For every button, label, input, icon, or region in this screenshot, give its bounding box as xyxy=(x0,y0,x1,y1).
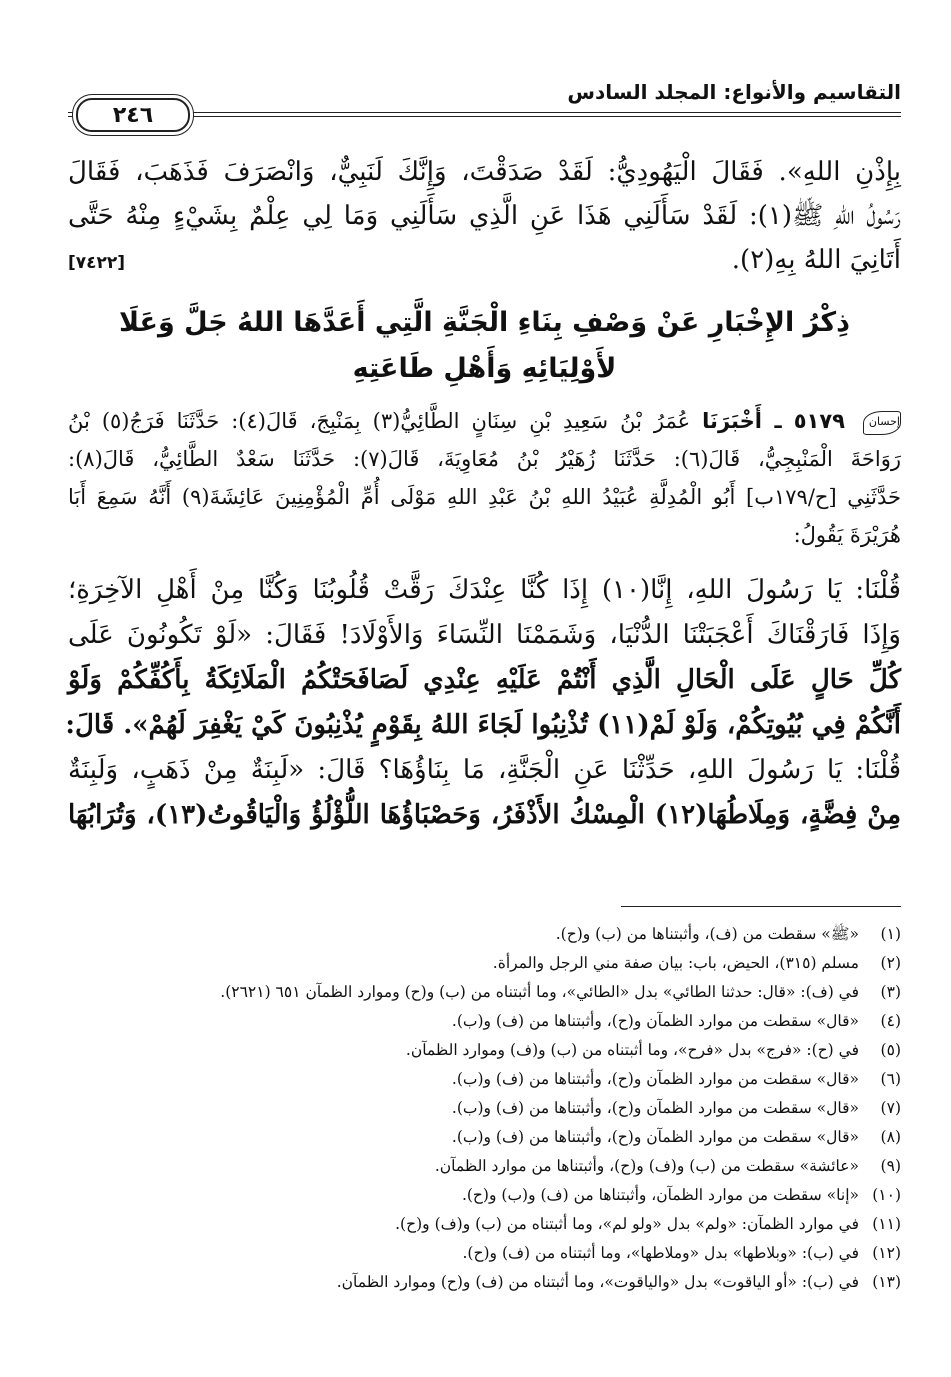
footnote-text: «ﷺ» سقطت من (ف)، وأثبتناها من (ب) و(ح). xyxy=(555,925,859,943)
footnote-text: «قال» سقطت من موارد الظمآن و(ح)، وأثبتناها من (ف) و(ب). xyxy=(451,1128,859,1146)
isnad-first-line xyxy=(68,402,901,440)
akhbarana-label: ـ أَخْبَرَنَا xyxy=(702,409,782,433)
header-rule xyxy=(68,112,901,113)
closing-row xyxy=(68,238,901,282)
previous-hadith-ending xyxy=(68,150,901,282)
text-line: قُلْنَا: يَا رَسُولَ اللهِ، إِنَّا(١٠) إِذَا كُنَّا عِنْدَكَ رَقَّتْ قُلُوبُنَا وَكُنَّا مِنْ أَهْلِ الآخِرَةِ؛ xyxy=(68,575,901,605)
text-line: كُلِّ حَالٍ عَلَى الْحَالِ الَّذِي أَنْتُمْ عَلَيْهِ عِنْدِي لَصَافَحَتْكُمُ الْمَلَائِكَةُ بِأَكُفِّكُمْ وَلَوْ xyxy=(68,665,901,695)
page-header xyxy=(68,70,901,130)
footnotes xyxy=(68,920,901,1297)
text-line: رَسُولُ اللهِ ﷺ(١): لَقَدْ سَأَلَنِي هَذَا عَنِ الَّذِي سَأَلَنِي وَمَا لِي عِلْمٌ بِشَيْءٍ مِنْهُ حَتَّى xyxy=(68,201,901,231)
footnote-number: (٨) xyxy=(880,1128,901,1146)
footnote-text: «إنا» سقطت من موارد الظمآن، وأثبتناها من (ف) و(ب) و(ح). xyxy=(461,1186,859,1204)
footnote-text: في (ف): «قال: حدثنا الطائي» بدل «الطائي»، وما أثبتناه من (ب) و(ح) وموارد الظمآن ٦٥١ (٢٦٢١). xyxy=(220,983,859,1001)
footnote-number: (٧) xyxy=(880,1099,901,1117)
page-body xyxy=(65,150,902,838)
footnote xyxy=(68,978,901,1007)
footnote-number: (١) xyxy=(880,925,901,943)
text-line: حَدَّثَنِي [ح/١٧٩ب] أَبُو الْمُدِلَّةِ عُبَيْدُ اللهِ بْنُ عَبْدِ اللهِ مَوْلَى أُمِّ الْمُؤْمِنِينَ عَائِشَةَ(٩) أَنَّهُ سَمِعَ أَبَا xyxy=(68,485,901,509)
text-line: بِإِذْنِ اللهِ». فَقَالَ الْيَهُودِيُّ: لَقَدْ صَدَقْتَ، وَإِنَّكَ لَنَبِيٌّ، وَانْصَرَفَ فَذَهَبَ، فَقَالَ xyxy=(68,157,901,187)
hadith-isnad xyxy=(68,402,901,554)
footnote-text: في (ح): «فرج» بدل «فرح»، وما أثبتناه من (ب) و(ف) وموارد الظمآن. xyxy=(405,1041,859,1059)
footnote xyxy=(68,1239,901,1268)
footnote-text: «قال» سقطت من موارد الظمآن و(ح)، وأثبتناها من (ف) و(ب). xyxy=(451,1070,859,1088)
footnote xyxy=(68,1007,901,1036)
text-line: قُلْنَا: يَا رَسُولَ اللهِ، حَدِّثْنَا عَنِ الْجَنَّةِ، مَا بِنَاؤُهَا؟ قَالَ: «لَبِنَةٌ مِنْ ذَهَبٍ، وَلَبِنَةٌ xyxy=(68,755,901,785)
footnote-number: (٦) xyxy=(880,1070,901,1088)
footnote xyxy=(68,1036,901,1065)
running-title: التقاسيم والأنواع: المجلد السادس xyxy=(567,80,901,104)
footnote xyxy=(68,1123,901,1152)
text-line: رَوَاحَةَ الْمَنْبِجِيُّ، قَالَ(٦): حَدَّثَنَا زُهَيْرُ بْنُ مُعَاوِيَةَ، قَالَ(٧): حَدَّثَنَا سَعْدٌ الطَّائِيُّ، قَالَ(٨): xyxy=(68,447,901,471)
footnote xyxy=(68,1181,901,1210)
footnote-number: (١٠) xyxy=(872,1186,901,1204)
footnote xyxy=(68,1065,901,1094)
footnote-number: (٩) xyxy=(880,1157,901,1175)
header-rule-thin xyxy=(68,116,901,117)
footnote xyxy=(68,1152,901,1181)
footnote-text: «قال» سقطت من موارد الظمآن و(ح)، وأثبتناها من (ف) و(ب). xyxy=(451,1012,859,1030)
book-page xyxy=(65,70,902,1340)
text-line: هُرَيْرَةَ يَقُولُ: xyxy=(793,523,901,547)
footnote-text: في (ب): «وبلاطها» بدل «وملاطها»، وما أثبتناه من (ف) و(ح). xyxy=(462,1244,859,1262)
footnote-text: مسلم (٣١٥)، الحيض، باب: بيان صفة مني الرجل والمرأة. xyxy=(492,954,859,972)
heading-line: ذِكْرُ الإِخْبَارِ عَنْ وَصْفِ بِنَاءِ الْجَنَّةِ الَّتِي أَعَدَّهَا اللهُ جَلَّ وَعَلَا xyxy=(119,307,850,338)
text-line: أَتَانِيَ اللهُ بِهِ(٢). xyxy=(731,245,901,275)
text-line: مِنْ فِضَّةٍ، وَمِلَاطُهَا(١٢) الْمِسْكُ الأَذْفَرُ، وَحَصْبَاؤُهَا اللُّؤْلُؤُ وَالْيَاقُوتُ(١٣)، وَتُرَابُهَا xyxy=(68,800,902,830)
text-line: وَإِذَا فَارَقْنَاكَ أَعْجَبَتْنَا الدُّنْيَا، وَشَمَمْنَا النِّسَاءَ وَالأَوْلَادَ! فَقَالَ: «لَوْ تَكُونُونَ عَلَى xyxy=(68,620,901,650)
heading-line: لأَوْلِيَائِهِ وَأَهْلِ طَاعَتِهِ xyxy=(352,353,617,384)
footnote xyxy=(68,920,901,949)
footnote-text: «قال» سقطت من موارد الظمآن و(ح)، وأثبتناها من (ف) و(ب). xyxy=(451,1099,859,1117)
footnote-number: (٥) xyxy=(880,1041,901,1059)
page-number: ٢٤٦ xyxy=(76,98,190,132)
hadith-number: ٥١٧٩ xyxy=(793,409,845,433)
hadith-matn xyxy=(65,568,902,838)
footnote xyxy=(68,1094,901,1123)
footnote xyxy=(68,1268,901,1297)
footnote-separator xyxy=(621,906,901,907)
footnote-number: (١٢) xyxy=(872,1244,901,1262)
isnad-text: عُمَرُ بْنُ سَعِيدِ بْنِ سِنَانٍ الطَّائِيُّ(٣) بِمَنْبِجَ، قَالَ(٤): حَدَّثَنَا فَرَجُ(٥) بْنُ xyxy=(68,409,691,433)
footnote-number: (١١) xyxy=(872,1215,901,1233)
footnote xyxy=(68,949,901,978)
footnote-text: «عائشة» سقطت من (ب) و(ف) و(ح)، وأثبتناها من موارد الظمآن. xyxy=(434,1157,859,1175)
ihsan-emblem-icon: إحسان xyxy=(863,411,901,435)
footnote-number: (٢) xyxy=(880,954,901,972)
footnote-number: (٤) xyxy=(880,1012,901,1030)
hadith-reference: [٧٤٢٢] xyxy=(68,253,126,273)
footnote xyxy=(68,1210,901,1239)
footnote-number: (١٣) xyxy=(872,1273,901,1291)
section-heading xyxy=(68,300,901,392)
footnote-number: (٣) xyxy=(880,983,901,1001)
footnote-text: في موارد الظمآن: «ولم» بدل «ولو لم»، وما أثبتناه من (ب) و(ف) و(ح). xyxy=(395,1215,859,1233)
text-line: أَنَّكُمْ فِي بُيُوتِكُمْ، وَلَوْ لَمْ(١١) تُذْنِبُوا لَجَاءَ اللهُ بِقَوْمٍ يُذْنِبُونَ كَيْ يَغْفِرَ لَهُمْ». قَالَ: xyxy=(65,710,901,740)
footnote-text: في (ب): «أو الياقوت» بدل «والياقوت»، وما أثبتناه من (ف) و(ح) وموارد الظمآن. xyxy=(336,1273,859,1291)
